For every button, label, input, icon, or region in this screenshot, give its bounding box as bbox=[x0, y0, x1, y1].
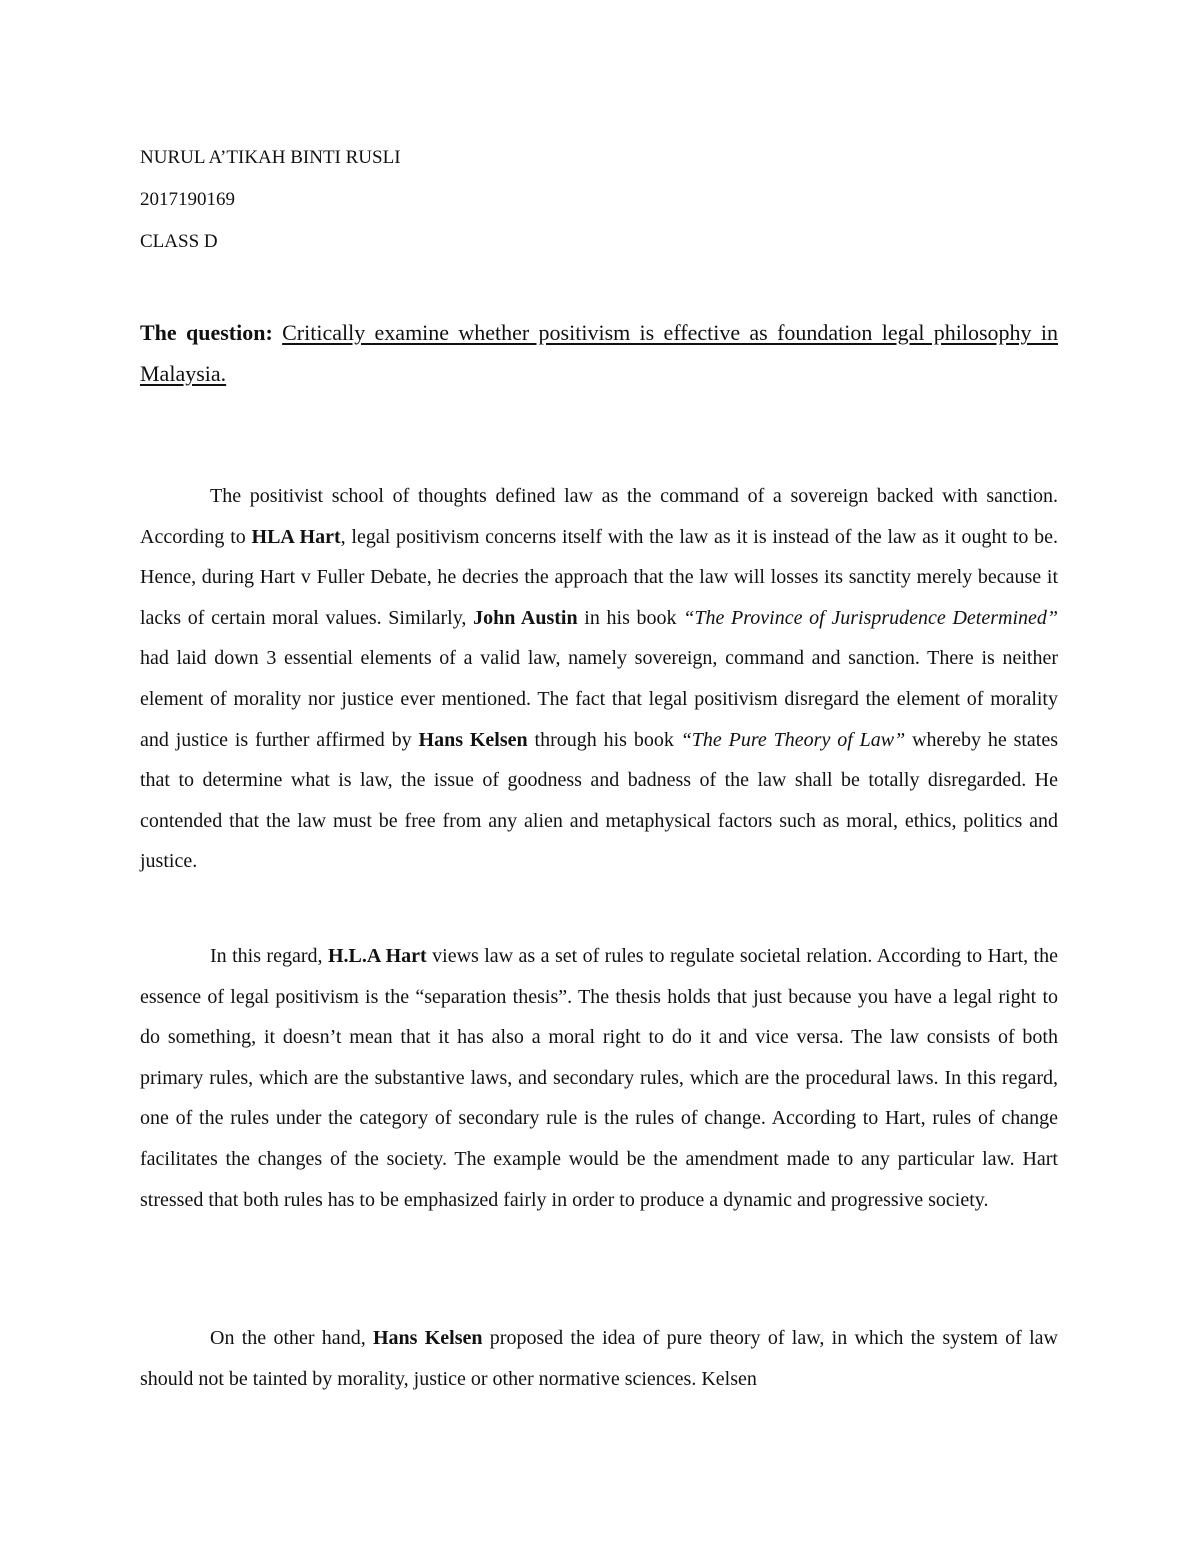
p3-text-c: proposed the idea of pure theory of law, in which the system of law should not be tainted by morality, justice or other normative sciences. Kelsen bbox=[140, 1327, 1058, 1390]
question-label: The question bbox=[140, 320, 266, 345]
p1-name-hans-kelsen: Hans Kelsen bbox=[418, 728, 528, 751]
p1-book-title-kelsen: “The Pure Theory of Law” bbox=[680, 728, 906, 751]
p2-text-a: In this regard, bbox=[210, 945, 328, 967]
question-text: Critically examine whether positivism is effective as foundation legal philosophy in Malaysia. bbox=[140, 320, 1058, 386]
p1-text-k: whereby he states that to determine what is law, the issue of goodness and badness of the law shall be totally disregarded. He contended that the law must be free from any alien and metaphysical factors such as moral, ethics, politics and justice. bbox=[140, 728, 1059, 873]
p1-text-i: through his book bbox=[527, 728, 681, 751]
student-class: CLASS D bbox=[140, 231, 218, 252]
body-paragraph-1 bbox=[140, 476, 1058, 882]
p1-text-a: The positivist school of thoughts defined law as the command of a sovereign backed with sanction. According to bbox=[140, 485, 1058, 548]
question-heading bbox=[140, 312, 1058, 394]
p2-text-c: views law as a set of rules to regulate societal relation. According to Hart, the essence of legal positivism is the “separation thesis”. The thesis holds that just because you have a legal right to do something, it doesn’t mean that it has also a moral right to do it and vice versa. The law consists of both primary rules, which are the substantive laws, and secondary rules, which are the procedural laws. In this regard, one of the rules under the category of secondary rule is the rules of change. According to Hart, rules of change facilitates the changes of the society. The example would be the amendment made to any particular law. Hart stressed that both rules has to be emphasized fairly in order to produce a dynamic and progressive society. bbox=[140, 945, 1058, 1211]
p1-text-e: in his book bbox=[577, 606, 684, 629]
p1-name-hla-hart: HLA Hart bbox=[251, 525, 341, 548]
p1-text-g: had laid down 3 essential elements of a valid law, namely sovereign, command and sanction. There is neither element of morality nor justice ever mentioned. The fact that legal positivism disregard the element of morality and justice is further affirmed by bbox=[140, 647, 1058, 751]
p2-name-hla-hart: H.L.A Hart bbox=[327, 945, 427, 967]
p3-name-hans-kelsen: Hans Kelsen bbox=[372, 1327, 483, 1349]
body-paragraph-2 bbox=[140, 936, 1058, 1220]
p1-book-title-austin: “The Province of Jurisprudence Determined” bbox=[683, 606, 1059, 629]
student-id: 2017190169 bbox=[140, 189, 235, 210]
p1-name-john-austin: John Austin bbox=[473, 606, 578, 629]
student-name: NURUL A’TIKAH BINTI RUSLI bbox=[140, 147, 401, 168]
p1-text-c: , legal positivism concerns itself with the law as it is instead of the law as it ought to be. Hence, during Hart v Fuller Debate, he decries the approach that the law will losses its sanctity merely because it lacks of certain moral values. Similarly, bbox=[140, 525, 1058, 629]
p3-text-a: On the other hand, bbox=[210, 1327, 373, 1349]
question-colon: : bbox=[265, 320, 273, 345]
body-paragraph-3 bbox=[140, 1318, 1058, 1399]
